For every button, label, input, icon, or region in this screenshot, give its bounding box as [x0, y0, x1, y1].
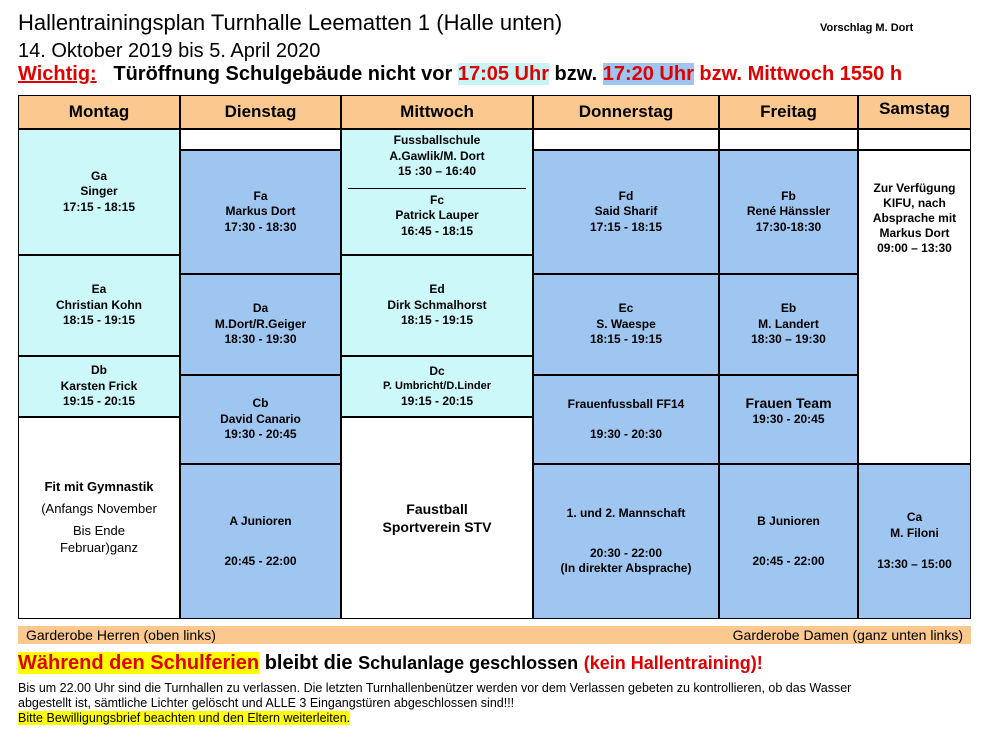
- garderobe-damen: Garderobe Damen (ganz unten links): [732, 627, 963, 643]
- slot-trainer: Karsten Frick: [60, 378, 138, 393]
- slot-trainer: Christian Kohn: [56, 297, 142, 312]
- holiday-red-1: Während den Schulferien: [18, 652, 260, 674]
- slot-trainer: David Canario: [220, 411, 301, 426]
- slot-time: 18:30 – 19:30: [751, 332, 826, 347]
- bzw-text: bzw.: [554, 63, 598, 85]
- holiday-red-2: (kein Hallentraining)!: [583, 653, 763, 673]
- slot-time: 17:30-18:30: [755, 219, 822, 234]
- slot-dienstag-fa: [180, 150, 341, 274]
- slot-donnerstag-fd: [533, 150, 719, 274]
- divider-line: [348, 188, 526, 189]
- slot-note: Absprache mit: [872, 211, 957, 225]
- slot-time: 18:15 - 19:15: [62, 313, 136, 328]
- day-header-dienstag: Dienstag: [180, 95, 341, 129]
- slot-code: Da: [252, 301, 269, 316]
- slot-time: 19:15 - 20:15: [400, 393, 474, 408]
- slot-dienstag-a-junioren: [180, 464, 341, 619]
- wednesday-note: bzw. Mittwoch 1550 h: [699, 63, 903, 85]
- slot-time: 17:30 - 18:30: [224, 219, 297, 234]
- slot-dienstag-da: [180, 274, 341, 375]
- slot-trainer: Patrick Lauper: [395, 208, 479, 223]
- day-header-samstag: Samstag: [858, 95, 971, 129]
- slot-team: A Junioren: [229, 513, 292, 528]
- slot-code: Fc: [429, 192, 444, 207]
- slot-code: Db: [91, 363, 107, 378]
- slot-code: Ec: [618, 301, 634, 316]
- slot-note: KIFU, nach: [883, 196, 946, 210]
- slot-montag-db: [18, 356, 180, 417]
- slot-trainer: René Hänssler: [746, 204, 831, 219]
- holiday-black-2: Schulanlage geschlossen: [358, 653, 579, 673]
- slot-trainer: M. Filoni: [890, 525, 939, 540]
- slot-club: Sportverein STV: [382, 519, 492, 535]
- slot-time: 17:15 - 18:15: [62, 199, 136, 214]
- slot-time: 15 :30 – 16:40: [397, 164, 477, 179]
- slot-mittwoch-dc: [341, 356, 533, 417]
- slot-mittwoch-fussballschule: [341, 129, 533, 255]
- slot-note: (Anfangs November: [41, 501, 157, 517]
- slot-note: (In direkter Absprache): [560, 561, 692, 576]
- slot-mittwoch-ed: [341, 255, 533, 356]
- slot-time: 19:30 - 20:45: [752, 412, 825, 427]
- slot-freitag-b-junioren: [719, 464, 858, 619]
- slot-trainer: Said Sharif: [594, 204, 658, 219]
- slot-dienstag-empty: [180, 129, 341, 150]
- slot-time: 18:15 - 19:15: [400, 313, 474, 328]
- slot-freitag-eb: [719, 274, 858, 375]
- important-label: Wichtig:: [18, 63, 97, 85]
- page-title: Hallentrainingsplan Turnhalle Leematten 1 (Halle unten): [18, 10, 563, 35]
- slot-trainer: Markus Dort: [225, 204, 296, 219]
- slot-time: 18:30 - 19:30: [224, 332, 297, 347]
- slot-time: 20:30 - 22:00: [589, 545, 663, 560]
- slot-title: Fit mit Gymnastik: [44, 479, 154, 495]
- slot-code: Fd: [618, 188, 634, 203]
- garderobe-herren: Garderobe Herren (oben links): [26, 627, 216, 643]
- slot-time: 19:30 - 20:45: [224, 427, 297, 442]
- slot-time: 09:00 – 13:30: [877, 241, 952, 255]
- slot-samstag-kifu: [858, 150, 971, 464]
- slot-time: 19:15 - 20:15: [62, 394, 136, 409]
- slot-team: Frauenfussball FF14: [567, 396, 685, 411]
- slot-code: Ed: [429, 282, 445, 297]
- slot-donnerstag-frauenfussball: [533, 375, 719, 464]
- slot-code: Dc: [429, 363, 445, 378]
- slot-code: Fa: [253, 188, 268, 203]
- slot-time: 17:15 - 18:15: [589, 219, 663, 234]
- slot-mittwoch-faustball: [341, 417, 533, 619]
- slot-samstag-empty: [858, 129, 971, 150]
- holiday-notice: [18, 652, 763, 675]
- opening-time-2: 17:20 Uhr: [602, 63, 694, 85]
- slot-montag-ga: [18, 129, 180, 255]
- slot-donnerstag-empty: [533, 129, 719, 150]
- slot-time: 20:45 - 22:00: [224, 553, 297, 568]
- slot-trainer: Dirk Schmalhorst: [387, 297, 487, 312]
- slot-trainer: Singer: [80, 184, 118, 199]
- slot-team: Frauen Team: [745, 395, 832, 411]
- slot-samstag-ca: [858, 464, 971, 619]
- slot-donnerstag-ec: [533, 274, 719, 375]
- slot-trainer: Markus Dort: [879, 226, 950, 240]
- opening-time-1: 17:05 Uhr: [457, 63, 549, 85]
- slot-code: Eb: [780, 301, 797, 316]
- slot-time: 13:30 – 15:00: [877, 557, 952, 572]
- closing-note-line-3: Bitte Bewilligungsbrief beachten und den Eltern weiterleiten.: [18, 711, 351, 725]
- holiday-black-1: bleibt die: [264, 652, 353, 674]
- slot-code: Fb: [781, 188, 796, 203]
- slot-note: Zur Verfügung: [873, 181, 956, 195]
- slot-team: B Junioren: [757, 513, 820, 528]
- slot-code: Cb: [252, 396, 269, 411]
- slot-title: Fussballschule: [393, 133, 481, 147]
- day-header-mittwoch: Mittwoch: [341, 95, 533, 129]
- slot-note: Bis Ende: [72, 523, 126, 538]
- slot-code: Ea: [91, 282, 107, 297]
- slot-code: Ca: [906, 510, 923, 525]
- slot-note: Februar)ganz: [59, 539, 139, 555]
- closing-note-line-2: abgestellt ist, sämtliche Lichter gelöscht und ALLE 3 Eingangstüren abgeschlossen sind!!!: [18, 696, 515, 710]
- day-header-donnerstag: Donnerstag: [533, 95, 719, 129]
- closing-note: [18, 681, 978, 726]
- closing-note-line-1: Bis um 22.00 Uhr sind die Turnhallen zu verlassen. Die letzten Turnhallenbenützer werden vor dem Verlassen gebeten zu kontrollieren, ob das Wasser: [18, 681, 852, 695]
- slot-time: 19:30 - 20:30: [589, 426, 663, 441]
- slot-freitag-empty: [719, 129, 858, 150]
- slot-trainer: P. Umbricht/D.Linder: [383, 380, 491, 393]
- opening-text: Türöffnung Schulgebäude nicht vor: [113, 63, 453, 85]
- date-range: 14. Oktober 2019 bis 5. April 2020: [18, 40, 321, 62]
- slot-time: 16:45 - 18:15: [400, 223, 474, 238]
- slot-team: 1. und 2. Mannschaft: [566, 506, 686, 521]
- slot-montag-ea: [18, 255, 180, 356]
- slot-time: 20:45 - 22:00: [752, 553, 825, 568]
- slot-trainer: M.Dort/R.Geiger: [214, 316, 307, 331]
- slot-trainer: S. Waespe: [596, 316, 656, 331]
- slot-freitag-fb: [719, 150, 858, 274]
- slot-freitag-frauen-team: [719, 375, 858, 464]
- slot-code: Ga: [90, 168, 107, 183]
- garderobe-bar: [18, 626, 971, 644]
- slot-trainer: M. Landert: [758, 316, 819, 331]
- day-header-freitag: Freitag: [719, 95, 858, 129]
- slot-team: Faustball: [406, 500, 468, 517]
- slot-donnerstag-mannschaft: [533, 464, 719, 619]
- opening-warning: [18, 63, 902, 86]
- slot-dienstag-cb: [180, 375, 341, 464]
- slot-montag-fit: [18, 417, 180, 619]
- proposal-note: Vorschlag M. Dort: [820, 22, 914, 34]
- slot-trainer: A.Gawlik/M. Dort: [389, 148, 485, 163]
- slot-time: 18:15 - 19:15: [589, 332, 663, 347]
- day-header-montag: Montag: [18, 95, 180, 129]
